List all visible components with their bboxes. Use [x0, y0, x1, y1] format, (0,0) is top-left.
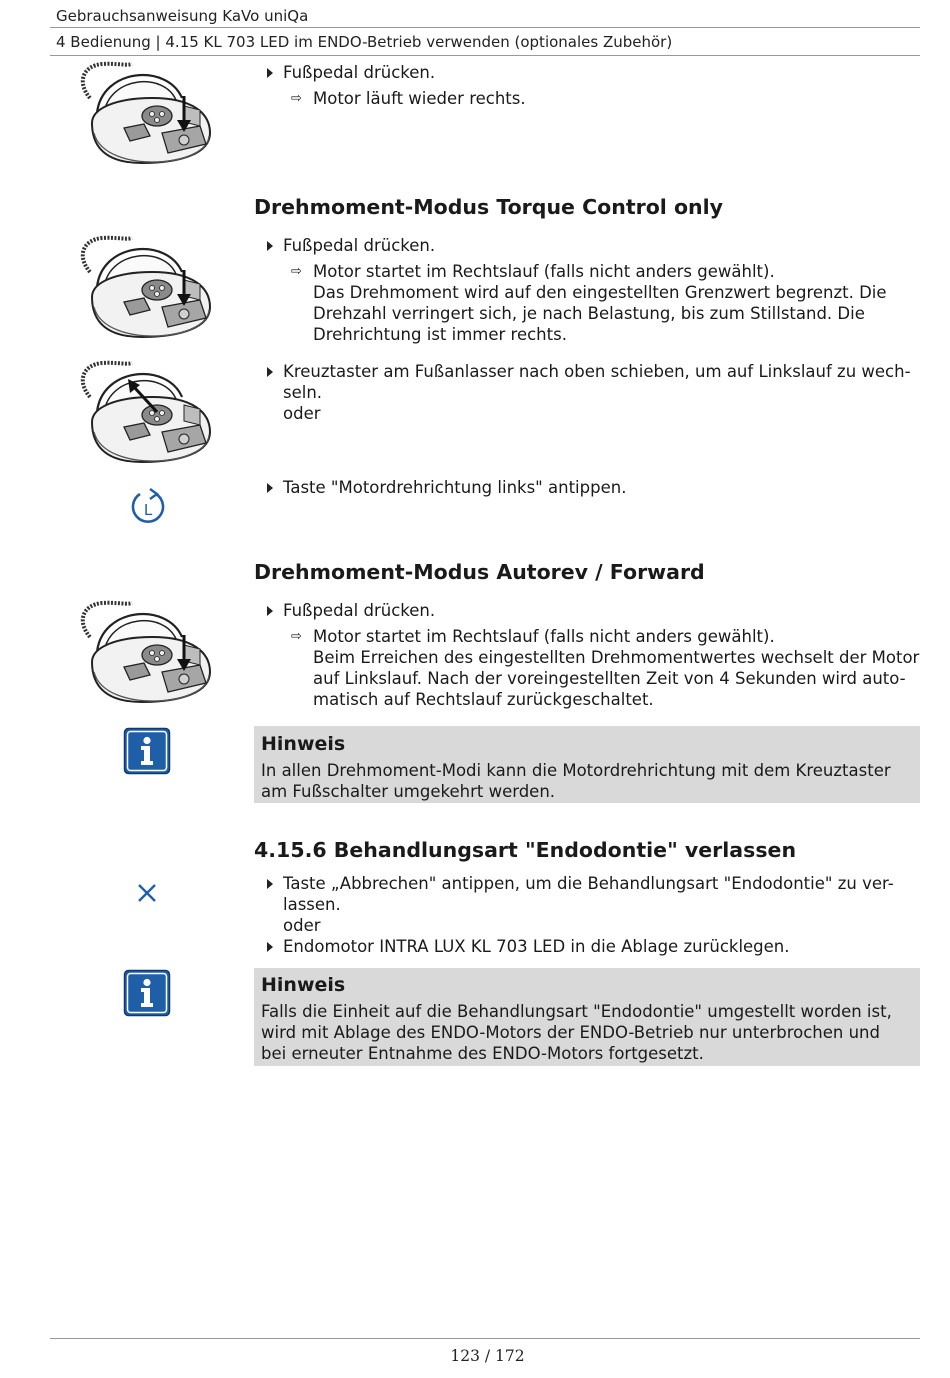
section-heading-exit-endodontics: 4.15.6 Behandlungsart "Endodontie" verlassen [254, 838, 797, 862]
result-line: Beim Erreichen des eingestellten Drehmomentwertes wechselt der Motor [313, 648, 920, 667]
section-heading-torque-control: Drehmoment-Modus Torque Control only [254, 195, 724, 219]
foot-pedal-press-illustration [72, 58, 212, 168]
foot-pedal-press-illustration [72, 232, 212, 342]
step-bullet [267, 367, 273, 377]
step-bullet [267, 241, 273, 251]
result-text: Motor läuft wieder rechts. [313, 89, 526, 108]
step-text: Taste "Motordrehrichtung links" antippen. [283, 478, 627, 497]
step-text: seln. [283, 383, 323, 402]
step-text: Fußpedal drücken. [283, 236, 436, 255]
foot-pedal-press-illustration [72, 597, 212, 707]
foot-pedal-cross-button-up-illustration [72, 357, 212, 467]
step-text: Fußpedal drücken. [283, 601, 436, 620]
note-line: In allen Drehmoment-Modi kann die Motordrehrichtung mit dem Kreuztaster [261, 761, 891, 780]
result-line: Das Drehmoment wird auf den eingestellten Grenzwert begrenzt. Die [313, 283, 887, 302]
result-arrow-icon: ⇨ [291, 629, 302, 644]
step-bullet [267, 879, 273, 889]
result-line: Motor startet im Rechtslauf (falls nicht anders gewählt). [313, 262, 775, 281]
result-line: matisch auf Rechtslauf zurückgeschaltet. [313, 690, 654, 709]
info-icon [123, 969, 171, 1017]
note-line: wird mit Ablage des ENDO-Motors der ENDO-Betrieb nur unterbrochen und [261, 1023, 880, 1042]
note-box [254, 968, 920, 1066]
rotate-left-letter: L [143, 501, 153, 519]
result-arrow-icon: ⇨ [291, 264, 302, 279]
or-text: oder [283, 404, 321, 423]
step-text: Kreuztaster am Fußanlasser nach oben schieben, um auf Linkslauf zu wech- [283, 362, 911, 381]
breadcrumb: 4 Bedienung | 4.15 KL 703 LED im ENDO-Betrieb verwenden (optionales Zubehör) [56, 33, 673, 51]
close-icon [136, 882, 158, 904]
note-title: Hinweis [261, 733, 346, 755]
result-arrow-icon: ⇨ [291, 91, 302, 106]
step-bullet [267, 483, 273, 493]
result-line: Motor startet im Rechtslauf (falls nicht anders gewählt). [313, 627, 775, 646]
step-bullet [267, 68, 273, 78]
step-text: Fußpedal drücken. [283, 63, 436, 82]
document-title: Gebrauchsanweisung KaVo uniQa [56, 7, 309, 25]
rotate-left-icon [130, 488, 166, 526]
result-line: Drehrichtung ist immer rechts. [313, 325, 567, 344]
step-bullet [267, 942, 273, 952]
header-divider-2 [50, 55, 920, 56]
note-title: Hinweis [261, 974, 346, 996]
info-icon [123, 727, 171, 775]
result-line: auf Linkslauf. Nach der voreingestellten Zeit von 4 Sekunden wird auto- [313, 669, 906, 688]
footer-divider [50, 1338, 920, 1339]
page-number: 123 / 172 [450, 1347, 525, 1365]
note-line: am Fußschalter umgekehrt werden. [261, 782, 556, 801]
step-text: Endomotor INTRA LUX KL 703 LED in die Ablage zurücklegen. [283, 937, 790, 956]
header-divider [50, 27, 920, 28]
step-bullet [267, 606, 273, 616]
note-box [254, 726, 920, 803]
note-line: bei erneuter Entnahme des ENDO-Motors fortgesetzt. [261, 1044, 704, 1063]
section-heading-autorev: Drehmoment-Modus Autorev / Forward [254, 560, 705, 584]
step-text: Taste „Abbrechen" antippen, um die Behandlungsart "Endodontie" zu ver- [283, 874, 894, 893]
result-line: Drehzahl verringert sich, je nach Belastung, bis zum Stillstand. Die [313, 304, 865, 323]
note-line: Falls die Einheit auf die Behandlungsart "Endodontie" umgestellt worden ist, [261, 1002, 892, 1021]
or-text: oder [283, 916, 321, 935]
step-text: lassen. [283, 895, 341, 914]
